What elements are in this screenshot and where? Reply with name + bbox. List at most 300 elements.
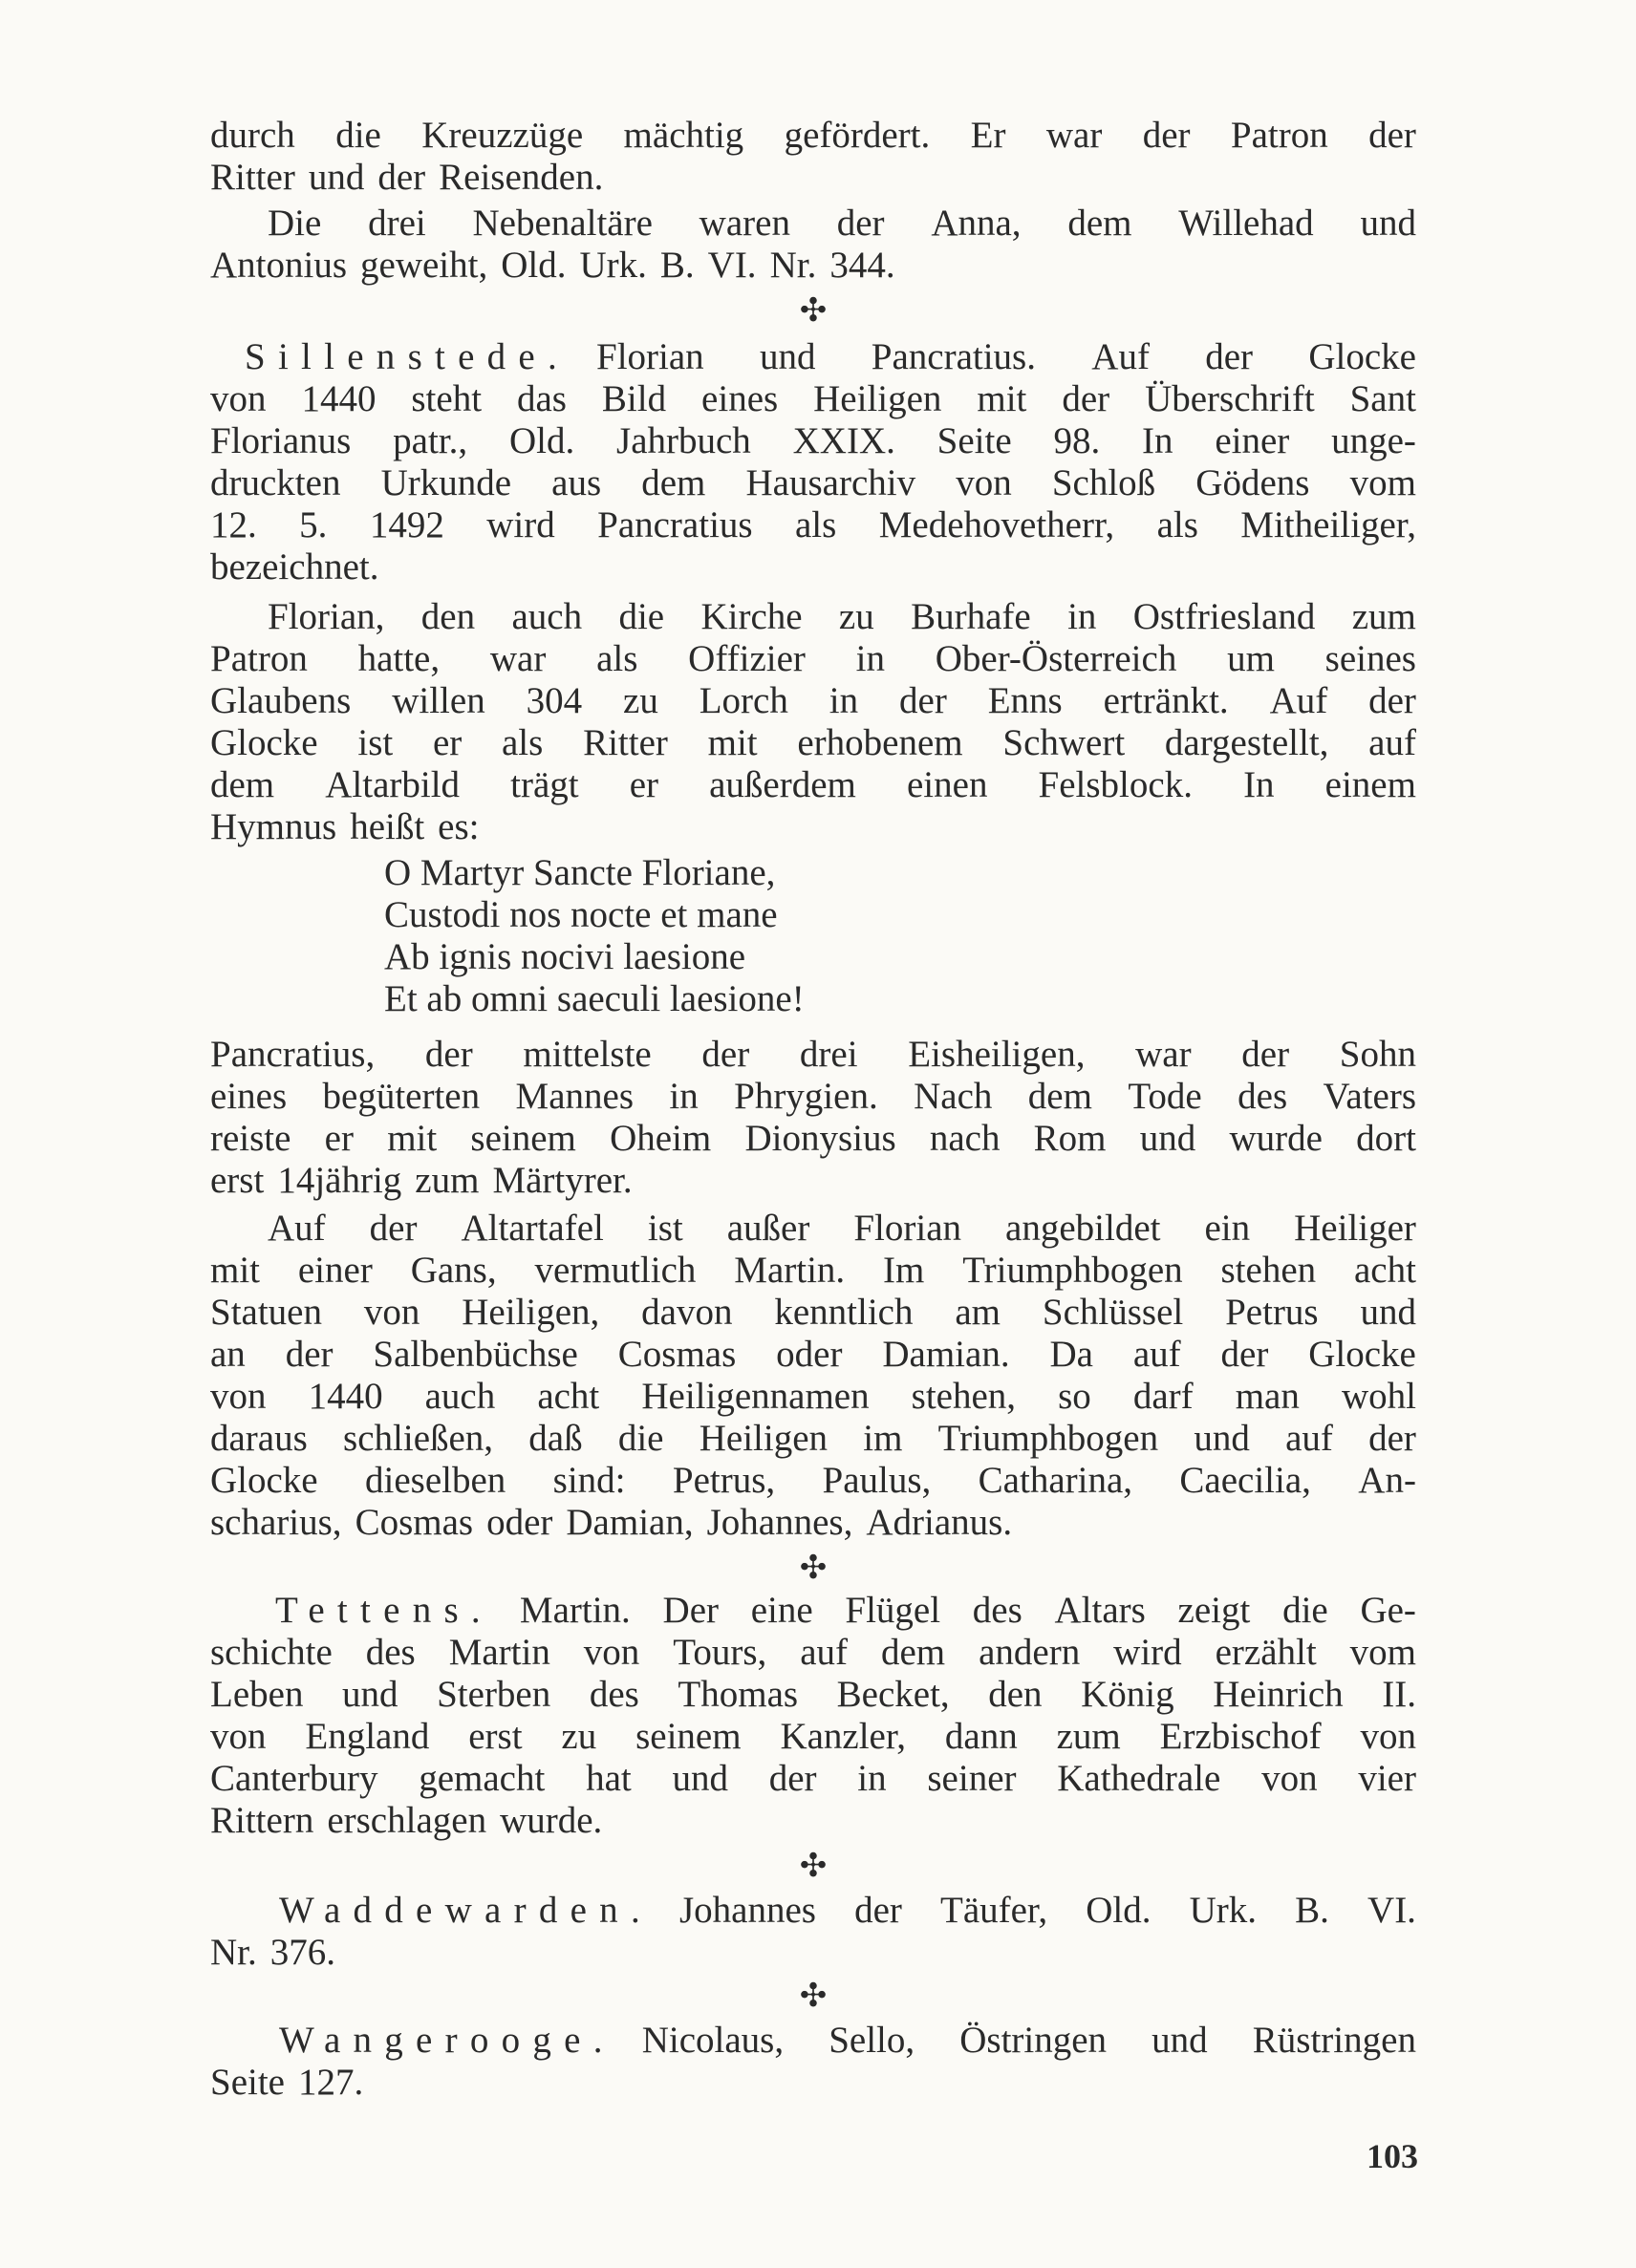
word: einen [906, 764, 988, 805]
word: Rom [1033, 1118, 1107, 1159]
text-line [268, 596, 1416, 638]
word: den [988, 1674, 1043, 1715]
word: Da [1049, 1334, 1093, 1375]
word: der [369, 1208, 418, 1249]
word: stehen, [911, 1376, 1017, 1417]
word: mit [210, 1250, 261, 1291]
word: kenntlich [774, 1292, 914, 1333]
word: 376. [269, 1932, 335, 1973]
word: Nr. [210, 1932, 257, 1973]
word: von [1261, 1758, 1318, 1799]
text-line [210, 1076, 1416, 1118]
word: Glocke [1308, 1334, 1416, 1375]
text-line [279, 2020, 1416, 2062]
word: Old. [501, 245, 567, 286]
word: Felsblock. [1038, 764, 1193, 805]
text-line [210, 1674, 1416, 1716]
word: in [1067, 596, 1097, 637]
word: Mitheiliger, [1240, 504, 1416, 546]
text-line [210, 546, 1416, 588]
word: König [1081, 1674, 1174, 1715]
word: erschlagen [327, 1800, 487, 1841]
word: trägt [510, 764, 579, 805]
word: Tours, [673, 1632, 767, 1673]
hymn-line: Ab ignis nocivi laesione [384, 936, 746, 977]
word: sind: [552, 1460, 626, 1501]
word: zu [623, 680, 658, 721]
word: Auf [268, 1208, 326, 1249]
word: Urk. [579, 245, 647, 286]
word: Auf [1269, 680, 1328, 721]
cross-ornament: ✣ [799, 1551, 828, 1586]
text-line [210, 1292, 1416, 1334]
place-name: Waddewarden. [279, 1890, 653, 1931]
word: mit [707, 722, 758, 763]
word: Heiligennamen [641, 1376, 870, 1417]
word: Altars [1054, 1590, 1146, 1631]
word: Anna, [931, 203, 1022, 244]
word: Heiligen [699, 1418, 829, 1459]
word: Florianus [210, 420, 352, 461]
word: Urk. [1189, 1890, 1258, 1931]
word: waren [699, 203, 790, 244]
word: auf [1285, 1418, 1333, 1459]
text-line [210, 1632, 1416, 1674]
word: Sterben [437, 1674, 551, 1715]
word: 127. [297, 2062, 364, 2103]
word: seinem [470, 1118, 576, 1159]
word: 1492 [369, 504, 444, 546]
word: als [596, 638, 638, 679]
word: zum [415, 1160, 480, 1201]
word: Tode [1128, 1076, 1202, 1117]
word: die [618, 596, 665, 637]
word: der [424, 1034, 473, 1075]
word: drei [368, 203, 426, 244]
word: In [1142, 420, 1173, 461]
word: die [617, 1418, 664, 1459]
word: Heiligen [813, 378, 942, 419]
word: Gödens [1195, 462, 1310, 503]
word: Kathedrale [1057, 1758, 1221, 1799]
word: vom [1349, 462, 1416, 503]
text-line [210, 722, 1416, 764]
word: den [420, 596, 476, 637]
word: am [955, 1292, 1001, 1333]
word: in [829, 680, 859, 721]
word: dort [1356, 1118, 1416, 1159]
word: Patron [210, 638, 308, 679]
word: ist [357, 722, 394, 763]
text-line [210, 1376, 1416, 1418]
word: Hymnus [210, 806, 337, 847]
word: einer [297, 1250, 373, 1291]
word: Caecilia, [1179, 1460, 1311, 1501]
word: Phrygien. [734, 1076, 878, 1117]
word: erzählt [1215, 1632, 1317, 1673]
word: der [701, 1034, 750, 1075]
word: in [669, 1076, 699, 1117]
word: Enns [987, 680, 1063, 721]
word: Pancratius, [210, 1034, 376, 1075]
word: angebildet [1005, 1208, 1161, 1249]
hymn-line: Custodi nos nocte et mane [384, 894, 778, 935]
word: Der [662, 1590, 719, 1631]
word: Johannes, [706, 1502, 853, 1543]
text-line [210, 1250, 1416, 1292]
word: erhobenem [797, 722, 963, 763]
word: Urkunde [380, 462, 512, 503]
word: war [1045, 115, 1103, 156]
word: 1440 [301, 378, 377, 419]
word: Patron [1230, 115, 1328, 156]
word: Oheim [610, 1118, 712, 1159]
text-line [210, 1932, 1416, 1974]
word: 5. [299, 504, 328, 546]
place-name: Tettens. [275, 1590, 493, 1631]
text-line [210, 1034, 1416, 1076]
word: von [210, 1376, 267, 1417]
word: Glocke [210, 722, 318, 763]
word: Triumphbogen [962, 1250, 1183, 1291]
word: das [516, 378, 567, 419]
word: mittelste [523, 1034, 652, 1075]
word: Ostfriesland [1132, 596, 1316, 637]
word: Kanzler, [780, 1716, 907, 1757]
word: Sello, [829, 2020, 915, 2061]
word: hat [586, 1758, 632, 1799]
word: Antonius [210, 245, 348, 286]
word: Kirche [700, 596, 803, 637]
word: oder [486, 1502, 553, 1543]
text-line [210, 378, 1416, 420]
word: 98. [1053, 420, 1101, 461]
word: so [1058, 1376, 1091, 1417]
word: als [1156, 504, 1198, 546]
word: Heiliger [1294, 1208, 1416, 1249]
word: Burhafe [911, 596, 1031, 637]
word: Ritter [210, 157, 295, 198]
word: des [589, 1674, 639, 1715]
word: Heinrich [1213, 1674, 1344, 1715]
word: im [863, 1418, 903, 1459]
word: Medehovetherr, [878, 504, 1115, 546]
word: von [210, 378, 267, 419]
word: Bild [601, 378, 667, 419]
word: von [210, 1716, 267, 1757]
word: An- [1358, 1460, 1416, 1501]
hymn-line: Et ab omni saeculi laesione! [384, 978, 805, 1019]
word: Willehad [1178, 203, 1314, 244]
word: daraus [210, 1418, 308, 1459]
word: erst [468, 1716, 523, 1757]
word: gefördert. [784, 115, 931, 156]
word: Adrianus. [866, 1502, 1013, 1543]
word: Märtyrer. [492, 1160, 633, 1201]
word: Johannes [678, 1890, 816, 1931]
word: Triumphbogen [937, 1418, 1159, 1459]
word: geweiht, [360, 245, 488, 286]
word: und [342, 1674, 398, 1715]
text-line [210, 1334, 1416, 1376]
word: der [1368, 115, 1416, 156]
text-line [210, 504, 1416, 546]
word: Schlüssel [1042, 1292, 1184, 1333]
word: II. [1382, 1674, 1416, 1715]
word: dem [1067, 203, 1132, 244]
word: Altarbild [325, 764, 461, 805]
word: der [854, 1890, 902, 1931]
word: der [1205, 336, 1254, 377]
word: auf [1368, 722, 1416, 763]
word: seines [1324, 638, 1416, 679]
word: dieselben [365, 1460, 506, 1501]
text-line [210, 806, 1416, 848]
word: Nebenaltäre [472, 203, 653, 244]
word: Ritter [583, 722, 668, 763]
word: Salbenbüchse [373, 1334, 578, 1375]
word: stehen [1220, 1250, 1317, 1291]
word: wurde. [500, 1800, 603, 1841]
word: Auf [1091, 336, 1150, 377]
word: auch [511, 596, 583, 637]
word: wohl [1341, 1376, 1416, 1417]
word: Martin [448, 1632, 550, 1673]
word: die [335, 115, 381, 156]
text-line [268, 203, 1416, 245]
word: der [836, 203, 885, 244]
word: VI. [707, 245, 757, 286]
word: Seite [936, 420, 1012, 461]
word: und [1360, 1292, 1416, 1333]
word: Überschrift [1145, 378, 1315, 419]
word: der [1241, 1034, 1290, 1075]
word: Seite [210, 2062, 285, 2103]
word: der [768, 1758, 817, 1799]
word: aus [551, 462, 602, 503]
word: Old. [508, 420, 575, 461]
word: als [795, 504, 837, 546]
word: Thomas [678, 1674, 799, 1715]
word: Jahrbuch [616, 420, 751, 461]
word: andern [979, 1632, 1081, 1673]
text-line [268, 1208, 1416, 1250]
word: auch [424, 1376, 496, 1417]
word: Rittern [210, 1800, 314, 1841]
word: Schwert [1002, 722, 1126, 763]
word: der [899, 680, 947, 721]
word: In [1243, 764, 1275, 805]
word: und [1360, 203, 1416, 244]
word: Mannes [515, 1076, 634, 1117]
cross-ornament: ✣ [799, 1849, 828, 1884]
word: von [583, 1632, 640, 1673]
word: außerdem [709, 764, 856, 805]
word: von [1360, 1716, 1416, 1757]
word: zeigt [1177, 1590, 1251, 1631]
word: Statuen [210, 1292, 322, 1333]
word: mit [977, 378, 1027, 419]
word: Nach [914, 1076, 993, 1117]
word: acht [537, 1376, 600, 1417]
word: Cosmas [355, 1502, 474, 1543]
word: Florian, [268, 596, 385, 637]
word: Sant [1349, 378, 1416, 419]
word: Sohn [1339, 1034, 1416, 1075]
word: und [672, 1758, 728, 1799]
word: reiste [210, 1118, 291, 1159]
word: Martin. [734, 1250, 846, 1291]
word: Östringen [959, 2020, 1108, 2061]
word: zum [1056, 1716, 1121, 1757]
word: schließen, [343, 1418, 494, 1459]
word: als [502, 722, 544, 763]
word: Petrus [1225, 1292, 1319, 1333]
word: dem [641, 462, 706, 503]
word: Heiligen, [462, 1292, 600, 1333]
word: Reisenden. [439, 157, 604, 198]
word: Pancratius. [871, 336, 1036, 377]
text-line [210, 462, 1416, 504]
word: seinem [635, 1716, 742, 1757]
word: er [432, 722, 463, 763]
word: Old. [1086, 1890, 1152, 1931]
word: Becket, [836, 1674, 950, 1715]
text-line [210, 1716, 1416, 1758]
text-line [210, 245, 1416, 287]
word: darf [1132, 1376, 1194, 1417]
word: oder [776, 1334, 843, 1375]
word: es: [438, 806, 480, 847]
word: zum [1351, 596, 1416, 637]
cross-ornament: ✣ [799, 1979, 828, 2014]
word: Er [970, 115, 1006, 156]
word: zu [561, 1716, 597, 1757]
word: Vaters [1323, 1076, 1416, 1117]
word: schichte [210, 1632, 333, 1673]
text-line [279, 1890, 1416, 1932]
word: Täufer, [940, 1890, 1048, 1931]
word: war [489, 638, 547, 679]
word: und [308, 157, 365, 198]
word: daß [528, 1418, 583, 1459]
word: heißt [350, 806, 425, 847]
word: Glocke [1308, 336, 1416, 377]
word: seiner [927, 1758, 1017, 1799]
word: der [1368, 680, 1416, 721]
word: acht [1354, 1250, 1416, 1291]
word: wird [486, 504, 555, 546]
word: auf [800, 1632, 849, 1673]
word: 1440 [308, 1376, 383, 1417]
word: Nicolaus, [641, 2020, 785, 2061]
text-line [210, 1118, 1416, 1160]
word: B. [659, 245, 695, 286]
word: dargestellt, [1164, 722, 1329, 763]
page-number: 103 [1367, 2137, 1418, 2175]
word: außer [726, 1208, 810, 1249]
word: der [1368, 1418, 1416, 1459]
word: bezeichnet. [210, 546, 379, 588]
word: patr., [393, 420, 468, 461]
word: und [1194, 1418, 1250, 1459]
word: druckten [210, 462, 341, 503]
text-line [210, 764, 1416, 806]
text-line [210, 1160, 1416, 1202]
word: in [857, 1758, 887, 1799]
word: Florian [853, 1208, 962, 1249]
word: die [1282, 1590, 1328, 1631]
word: 14jährig [277, 1160, 402, 1201]
word: an [210, 1334, 246, 1375]
word: ein [1204, 1208, 1251, 1249]
word: drei [799, 1034, 858, 1075]
text-line [210, 2062, 1416, 2104]
word: Pancratius [597, 504, 753, 546]
word: Kreuzzüge [421, 115, 584, 156]
text-line [210, 1758, 1416, 1800]
word: 304 [526, 680, 583, 721]
word: der [285, 1334, 334, 1375]
word: Canterbury [210, 1758, 378, 1799]
word: Damian. [882, 1334, 1010, 1375]
word: eine [750, 1590, 813, 1631]
word: der [377, 157, 426, 198]
word: Eisheiligen, [908, 1034, 1086, 1075]
word: und [759, 336, 816, 377]
word: Martin. [519, 1590, 631, 1631]
word: Catharina, [978, 1460, 1133, 1501]
word: Altartafel [461, 1208, 604, 1249]
word: Gans, [410, 1250, 497, 1291]
word: und [1152, 2020, 1208, 2061]
word: durch [210, 115, 295, 156]
word: B. [1295, 1890, 1329, 1931]
word: und [1139, 1118, 1196, 1159]
place-name: Wangerooge. [279, 2020, 615, 2061]
word: Hausarchiv [745, 462, 916, 503]
word: Dionysius [744, 1118, 896, 1159]
word: des [972, 1590, 1022, 1631]
word: einem [1324, 764, 1416, 805]
word: war [1135, 1034, 1192, 1075]
word: eines [210, 1076, 288, 1117]
word: er [629, 764, 659, 805]
hymn-line: O Martyr Sancte Floriane, [384, 852, 776, 893]
word: von [363, 1292, 420, 1333]
word: dem [1027, 1076, 1092, 1117]
word: VI. [1367, 1890, 1416, 1931]
word: Glaubens [210, 680, 352, 721]
word: zu [838, 596, 874, 637]
word: nach [929, 1118, 1001, 1159]
place-name: Sillenstede. [245, 336, 570, 377]
word: man [1235, 1376, 1300, 1417]
word: XXIX. [792, 420, 895, 461]
word: erst [210, 1160, 265, 1201]
word: England [305, 1716, 430, 1757]
word: Florian [596, 336, 704, 377]
word: Damian, [566, 1502, 694, 1543]
word: vier [1358, 1758, 1416, 1799]
word: des [1238, 1076, 1288, 1117]
text-line [210, 1418, 1416, 1460]
word: Erzbischof [1159, 1716, 1322, 1757]
word: Ober-Österreich [935, 638, 1177, 679]
word: der [1142, 115, 1191, 156]
word: Flügel [845, 1590, 941, 1631]
word: mit [387, 1118, 438, 1159]
